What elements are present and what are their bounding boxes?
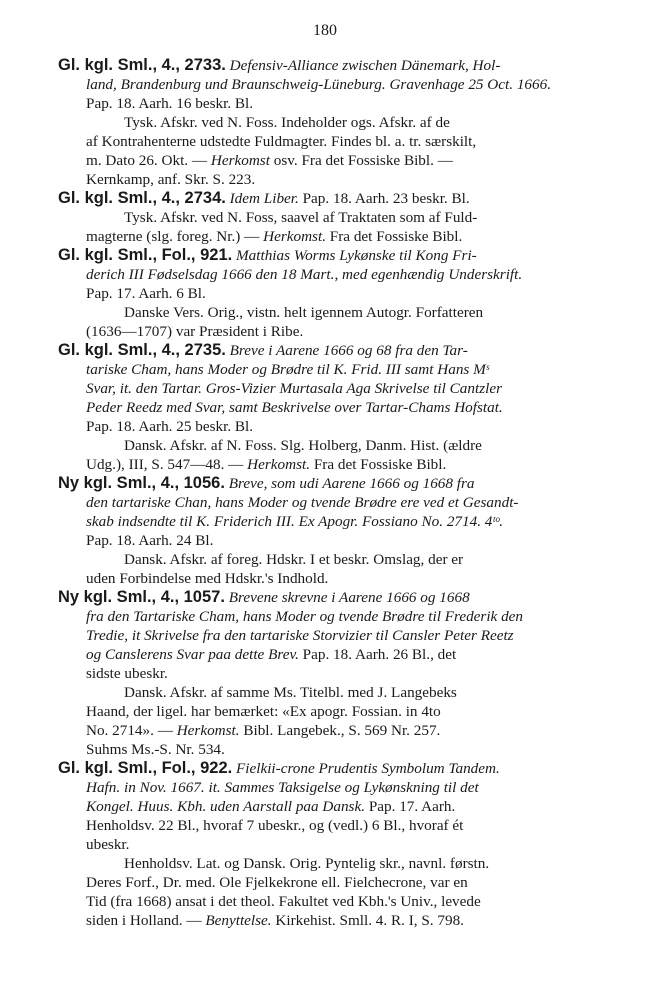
italic-text: skab indsendte til K. Friderich III. Ex Apogr. Fossiano No. 2714. 4ᵗᵒ. bbox=[86, 513, 504, 530]
entry-line bbox=[58, 854, 620, 873]
body-text: No. 2714». — bbox=[86, 722, 177, 739]
body-text: Henholdsv. 22 Bl., hvoraf 7 ubeskr., og (vedl.) 6 Bl., hvoraf ét bbox=[86, 817, 464, 834]
entry-line bbox=[58, 455, 620, 474]
entry-line bbox=[58, 702, 620, 721]
entry-line bbox=[58, 227, 620, 246]
italic-text: derich III Fødselsdag 1666 den 18 Mart., med egenhændig Underskrift. bbox=[86, 266, 523, 283]
entry-line bbox=[58, 664, 620, 683]
entry-line bbox=[58, 132, 620, 151]
entry-line bbox=[58, 759, 620, 778]
entry-line bbox=[58, 379, 620, 398]
body-text: Henholdsv. Lat. og Dansk. Orig. Pyntelig skr., navnl. førstn. bbox=[124, 855, 490, 872]
entry-line bbox=[58, 550, 620, 569]
body-text: Pap. 18. Aarh. 25 beskr. Bl. bbox=[86, 418, 254, 435]
shelfmark: Gl. kgl. Sml., 4., 2734. bbox=[58, 189, 226, 207]
entry-line bbox=[58, 151, 620, 170]
body-text: Pap. 18. Aarh. 24 Bl. bbox=[86, 532, 214, 549]
italic-text: Matthias Worms Lykønske til Kong Fri- bbox=[232, 247, 477, 264]
body-text: Pap. 18. Aarh. 26 Bl., det bbox=[298, 646, 457, 663]
body-text: ubeskr. bbox=[86, 836, 130, 853]
entry-line bbox=[58, 94, 620, 113]
body-text: Bibl. Langebek., S. 569 Nr. 257. bbox=[239, 722, 441, 739]
italic-text: Tredie, it Skrivelse fra den tartariske Storvizier til Cansler Peter Reetz bbox=[86, 627, 514, 644]
entry-line bbox=[58, 721, 620, 740]
shelfmark: Ny kgl. Sml., 4., 1057. bbox=[58, 588, 225, 606]
entry-line bbox=[58, 797, 620, 816]
body-text: Udg.), III, S. 547—48. — bbox=[86, 456, 248, 473]
italic-text: Herkomst bbox=[210, 152, 270, 169]
italic-text: Breve i Aarene 1666 og 68 fra den Tar- bbox=[225, 342, 468, 359]
entry-line bbox=[58, 493, 620, 512]
entry-line bbox=[58, 835, 620, 854]
entry-line bbox=[58, 740, 620, 759]
italic-text: tariske Cham, hans Moder og Brødre til K. Frid. III samt Hans Mˢ bbox=[86, 361, 489, 378]
body-text: sidste ubeskr. bbox=[86, 665, 168, 682]
entry-line bbox=[58, 816, 620, 835]
body-text: Kernkamp, anf. Skr. S. 223. bbox=[86, 171, 256, 188]
body-text: Dansk. Afskr. af N. Foss. Slg. Holberg, Danm. Hist. (ældre bbox=[124, 437, 482, 454]
entry-line bbox=[58, 873, 620, 892]
entry-line bbox=[58, 645, 620, 664]
entry-line bbox=[58, 626, 620, 645]
entry-line bbox=[58, 246, 620, 265]
entry-line bbox=[58, 778, 620, 797]
italic-text: og Canslerens Svar paa dette Brev. bbox=[86, 646, 299, 663]
body-text: Dansk. Afskr. af samme Ms. Titelbl. med J. Langebeks bbox=[124, 684, 457, 701]
body-text: siden i Holland. — bbox=[86, 912, 206, 929]
body-text: af Kontrahenterne udstedte Fuldmagter. Findes bl. a. tr. særskilt, bbox=[86, 133, 477, 150]
italic-text: Herkomst. bbox=[176, 722, 240, 739]
entry-line bbox=[58, 284, 620, 303]
manuscript-entry bbox=[58, 189, 620, 246]
entry-line bbox=[58, 531, 620, 550]
entry-line bbox=[58, 113, 620, 132]
entry-line bbox=[58, 341, 620, 360]
body-text: Kirkehist. Smll. 4. R. I, S. 798. bbox=[271, 912, 464, 929]
italic-text: Kongel. Huus. Kbh. uden Aarstall paa Dansk. bbox=[86, 798, 366, 815]
entry-line bbox=[58, 911, 620, 930]
entry-line bbox=[58, 170, 620, 189]
body-text: Fra det Fossiske Bibl. bbox=[310, 456, 447, 473]
italic-text: Idem Liber. bbox=[225, 190, 299, 207]
page-number: 180 bbox=[313, 22, 337, 39]
body-text: m. Dato 26. Okt. — bbox=[86, 152, 211, 169]
italic-text: Herkomst. bbox=[247, 456, 311, 473]
body-text: (1636—1707) var Præsident i Ribe. bbox=[86, 323, 304, 340]
shelfmark: Gl. kgl. Sml., 4., 2735. bbox=[58, 341, 226, 359]
catalogue-entries bbox=[58, 56, 620, 930]
body-text: Pap. 17. Aarh. bbox=[365, 798, 456, 815]
entry-line bbox=[58, 588, 620, 607]
manuscript-entry bbox=[58, 246, 620, 341]
body-text: Tysk. Afskr. ved N. Foss. Indeholder ogs. Afskr. af de bbox=[124, 114, 450, 131]
body-text: Pap. 18. Aarh. 16 beskr. Bl. bbox=[86, 95, 254, 112]
italic-text: Benyttelse. bbox=[205, 912, 272, 929]
body-text: Pap. 18. Aarh. 23 beskr. Bl. bbox=[298, 190, 470, 207]
entry-line bbox=[58, 569, 620, 588]
body-text: Tid (fra 1668) ansat i det theol. Fakultet ved Kbh.'s Univ., levede bbox=[86, 893, 481, 910]
body-text: magterne (slg. foreg. Nr.) — bbox=[86, 228, 264, 245]
entry-line bbox=[58, 360, 620, 379]
body-text: Dansk. Afskr. af foreg. Hdskr. I et beskr. Omslag, der er bbox=[124, 551, 464, 568]
entry-line bbox=[58, 265, 620, 284]
body-text: Danske Vers. Orig., vistn. helt igennem Autogr. Forfatteren bbox=[124, 304, 484, 321]
entry-line bbox=[58, 303, 620, 322]
entry-line bbox=[58, 892, 620, 911]
shelfmark: Gl. kgl. Sml., Fol., 922. bbox=[58, 759, 233, 777]
entry-line bbox=[58, 474, 620, 493]
manuscript-entry bbox=[58, 341, 620, 474]
italic-text: Breve, som udi Aarene 1666 og 1668 fra bbox=[224, 475, 475, 492]
entry-line bbox=[58, 417, 620, 436]
italic-text: Svar, it. den Tartar. Gros-Vizier Murtasala Aga Skrivelse til Cantzler bbox=[86, 380, 502, 397]
italic-text: Fielkii-crone Prudentis Symbolum Tandem. bbox=[232, 760, 500, 777]
body-text: Pap. 17. Aarh. 6 Bl. bbox=[86, 285, 206, 302]
body-text: Deres Forf., Dr. med. Ole Fjelkekrone ell. Fielchecrone, var en bbox=[86, 874, 468, 891]
italic-text: Herkomst. bbox=[263, 228, 326, 245]
entry-line bbox=[58, 512, 620, 531]
body-text: Haand, der ligel. har bemærket: «Ex apogr. Fossian. in 4to bbox=[86, 703, 441, 720]
entry-line bbox=[58, 398, 620, 417]
italic-text: den tartariske Chan, hans Moder og tvende Brødre ere ved et Gesandt- bbox=[86, 494, 519, 511]
body-text: uden Forbindelse med Hdskr.'s Indhold. bbox=[86, 570, 329, 587]
italic-text: Brevene skrevne i Aarene 1666 og 1668 bbox=[224, 589, 470, 606]
body-text: Fra det Fossiske Bibl. bbox=[326, 228, 463, 245]
italic-text: Hafn. in Nov. 1667. it. Sammes Taksigelse og Lykønskning til det bbox=[86, 779, 479, 796]
manuscript-entry bbox=[58, 56, 620, 189]
italic-text: land, Brandenburg und Braunschweig-Lüneburg. Gravenhage 25 Oct. 1666. bbox=[86, 76, 551, 93]
body-text: osv. Fra det Fossiske Bibl. — bbox=[269, 152, 453, 169]
entry-line bbox=[58, 56, 620, 75]
shelfmark: Ny kgl. Sml., 4., 1056. bbox=[58, 474, 225, 492]
manuscript-entry bbox=[58, 474, 620, 588]
manuscript-entry bbox=[58, 759, 620, 930]
entry-line bbox=[58, 75, 620, 94]
italic-text: fra den Tartariske Cham, hans Moder og tvende Brødre til Frederik den bbox=[86, 608, 524, 625]
entry-line bbox=[58, 607, 620, 626]
italic-text: Peder Reedz med Svar, samt Beskrivelse over Tartar-Chams Hofstat. bbox=[86, 399, 503, 416]
entry-line bbox=[58, 189, 620, 208]
entry-line bbox=[58, 683, 620, 702]
shelfmark: Gl. kgl. Sml., 4., 2733. bbox=[58, 56, 226, 74]
manuscript-entry bbox=[58, 588, 620, 759]
entry-line bbox=[58, 322, 620, 341]
body-text: Suhms Ms.-S. Nr. 534. bbox=[86, 741, 225, 758]
italic-text: Defensiv-Alliance zwischen Dänemark, Hol- bbox=[225, 57, 501, 74]
shelfmark: Gl. kgl. Sml., Fol., 921. bbox=[58, 246, 233, 264]
body-text: Tysk. Afskr. ved N. Foss, saavel af Traktaten som af Fuld- bbox=[124, 209, 478, 226]
entry-line bbox=[58, 436, 620, 455]
entry-line bbox=[58, 208, 620, 227]
